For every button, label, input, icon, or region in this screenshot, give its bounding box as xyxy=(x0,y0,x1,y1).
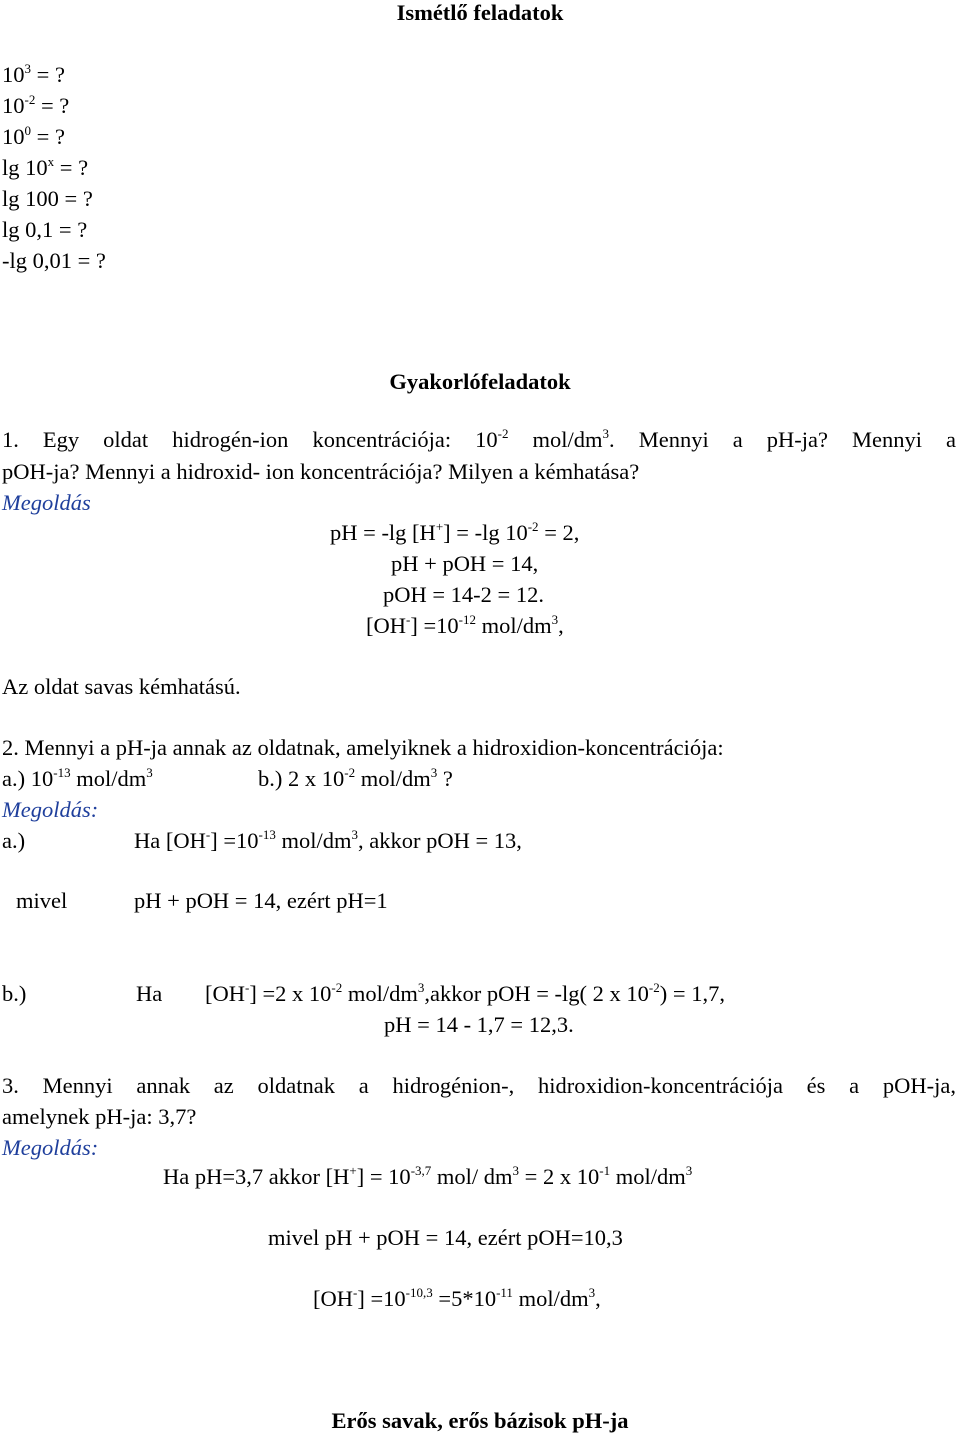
solution-label-3: Megoldás: xyxy=(2,1135,99,1160)
problem-3-line-2: amelynek pH-ja: 3,7? xyxy=(2,1104,197,1129)
footer-heading: Erős savak, erős bázisok pH-ja xyxy=(331,1408,629,1433)
solution-a-mivel: mivel xyxy=(16,888,68,913)
problem-3-equation-1: Ha pH=3,7 akkor $[H^+] = 10^{-3,7}$ mol/ $dm^3 = 2$ x $10^{-1}$ mol/$dm^3$ xyxy=(163,1163,693,1189)
solution-label-1: Megoldás xyxy=(2,490,91,515)
solution-b-result: pH = 14 - 1,7 = 12,3. xyxy=(384,1012,574,1037)
rep-line-5: lg 100 = ? xyxy=(2,186,93,211)
solution-label-2: Megoldás: xyxy=(2,797,99,822)
equation-poh: pOH = 14-2 = 12. xyxy=(383,582,544,607)
solution-b-equation: [OH-] =2 x $10^{-2}$ mol/$dm^3,akkor$ pOH = -lg( 2 x $10^{-2}) = 1,7$, xyxy=(205,980,725,1006)
solution-b-ha: Ha xyxy=(136,981,163,1006)
solution-a-result: pH + pOH = 14, ezért pH=1 xyxy=(134,888,388,913)
solution-a-label: a.) xyxy=(2,828,26,853)
rep-line-7: -lg 0,01 = ? xyxy=(2,248,106,273)
solution-b-label: b.) xyxy=(2,981,27,1006)
rep-line-3: $10^0$ = ? xyxy=(2,123,65,149)
heading-gyakorlo: Gyakorlófeladatok xyxy=(389,369,571,394)
problem-1-line-2: pOH-ja? Mennyi a hidroxid- ion koncentrációja? Milyen a kémhatása? xyxy=(2,459,640,484)
solution-a-equation: Ha $[OH^-] =10^{-13}$ mol/$dm^3$, akkor pOH = 13, xyxy=(134,827,522,853)
rep-line-4: $\lg 10^x$ = ? xyxy=(2,154,89,180)
rep-line-6: lg 0,1 = ? xyxy=(2,217,88,242)
equation-sum: pH + pOH = 14, xyxy=(391,551,539,576)
problem-1-line-1: 1. Egy oldat hidrogén-ion koncentrációja: $10^{-2}$ mol/$dm^3$. Mennyi a pH-ja? Mennyi a xyxy=(2,426,956,452)
problem-3-equation-3: $[OH^-] =10^{-10,3} =5*10^{-11}$ mol/$dm^3$, xyxy=(313,1285,601,1311)
problem-3-line-1: 3. Mennyi annak az oldatnak a hidrogénion-, hidroxidion-koncentrációja és a pOH-ja, xyxy=(2,1073,956,1098)
equation-oh: $[OH^-] =10^{-12}$ mol/$dm^3$, xyxy=(366,612,564,638)
equation-ph: pH = -lg [H+] = -lg $10^{-2} = 2$, xyxy=(330,519,580,545)
conclusion-1: Az oldat savas kémhatású. xyxy=(2,674,241,699)
problem-3-equation-2: mivel pH + pOH = 14, ezért pOH=10,3 xyxy=(268,1225,623,1250)
problem-2-option-b: b.) 2 x $10^{-2}$ mol/$dm^3$ ? xyxy=(258,765,453,791)
rep-line-2: $10^{-2}$ = ? xyxy=(2,92,70,118)
problem-2-question: 2. Mennyi a pH-ja annak az oldatnak, amelyiknek a hidroxidion-koncentrációja: xyxy=(2,735,724,760)
rep-line-1: $10^3$ = ? xyxy=(2,61,65,87)
problem-2-option-a: a.) $10^{-13}$ mol/$dm^3$ xyxy=(2,765,153,791)
heading-ismetlo: Ismétlő feladatok xyxy=(396,0,564,25)
